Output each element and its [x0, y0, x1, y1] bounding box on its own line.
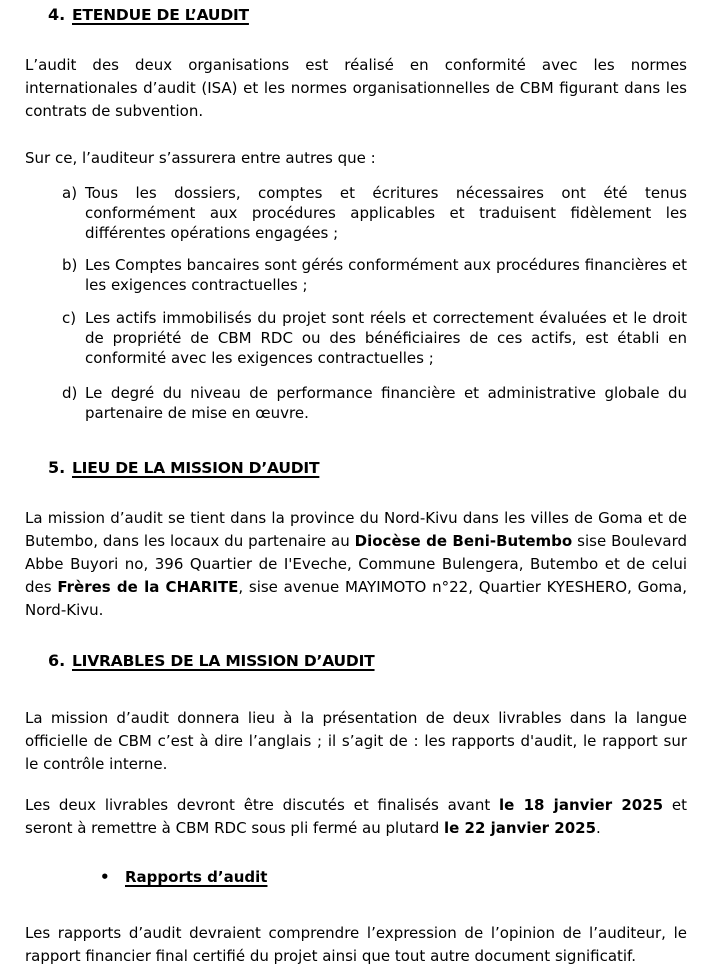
list-text-b: Les Comptes bancaires sont gérés conformément aux procédures financières et les exigences contractuelles ; — [85, 256, 687, 294]
list-item-a — [62, 183, 687, 243]
section-4-heading — [48, 4, 687, 26]
list-marker-b: b) — [62, 256, 78, 274]
bold-text-diocese: Diocèse de Beni-Butembo — [354, 532, 573, 550]
section-5-paragraph — [25, 507, 687, 622]
list-marker-a: a) — [62, 184, 78, 202]
bullet-item-rapports-audit — [100, 866, 687, 889]
section-5-heading — [48, 457, 687, 479]
section-4-paragraph-1: L’audit des deux organisations est réalisé en conformité avec les normes internationales d’audit (ISA) et les normes organisationnelles de CBM figurant dans les contrats de subvention. — [25, 56, 687, 120]
list-item-b — [62, 255, 687, 295]
section-6-paragraph-3: Les rapports d’audit devraient comprendre l’expression de l’opinion de l’auditeur, le rapport financier final certifié du projet ainsi que tout autre document significatif. — [25, 924, 687, 965]
list-item-c — [62, 308, 687, 368]
text-segment: et seront à remettre à CBM RDC sous pli fermé au plutard — [25, 796, 687, 837]
section-4-title: ETENDUE DE L’AUDIT — [72, 6, 249, 24]
section-5-number: 5. — [48, 458, 66, 477]
section-5-title: LIEU DE LA MISSION D’AUDIT — [72, 459, 320, 477]
section-4-number: 4. — [48, 5, 66, 24]
text-segment: . — [596, 819, 601, 837]
section-4-paragraph-2: Sur ce, l’auditeur s’assurera entre autres que : — [25, 149, 376, 167]
text-segment: , sise avenue MAYIMOTO n°22, Quartier KYESHERO, Goma, Nord-Kivu. — [25, 578, 687, 619]
section-6-paragraph-2 — [25, 794, 687, 840]
bold-text-date-18: le 18 janvier 2025 — [499, 796, 664, 814]
text-segment: La mission d’audit se tient dans la province du Nord-Kivu dans les villes de Goma et de Butembo, dans les locaux du partenaire au — [25, 509, 687, 550]
section-6-number: 6. — [48, 651, 66, 670]
section-6-paragraph-1: La mission d’audit donnera lieu à la présentation de deux livrables dans la langue officielle de CBM c’est à dire l’anglais ; il s’agit de : les rapports d'audit, le rapport sur le contrôle interne. — [25, 709, 687, 773]
section-6-heading — [48, 650, 687, 672]
bullet-icon: • — [100, 868, 110, 886]
list-text-c: Les actifs immobilisés du projet sont réels et correctement évaluées et le droit de propriété de CBM RDC ou des bénéficiaires de ces actifs, est établi en conformité avec les exigences contractuelles ; — [85, 309, 687, 367]
list-marker-d: d) — [62, 384, 78, 402]
list-text-d: Le degré du niveau de performance financière et administrative globale du partenaire de mise en œuvre. — [85, 384, 687, 422]
list-item-d — [62, 383, 687, 423]
text-segment: Les deux livrables devront être discutés et finalisés avant — [25, 796, 500, 814]
bullet-label: Rapports d’audit — [125, 868, 268, 886]
section-6-title: LIVRABLES DE LA MISSION D’AUDIT — [72, 652, 375, 670]
bold-text-freres: Frères de la CHARITE — [57, 578, 239, 596]
list-text-a: Tous les dossiers, comptes et écritures nécessaires ont été tenus conformément aux procédures applicables et traduisent fidèlement les différentes opérations engagées ; — [85, 184, 687, 242]
text-segment: sise Boulevard Abbe Buyori no, 396 Quartier de I'Eveche, Commune Bulengera, Butembo et de celui des — [25, 532, 687, 596]
bold-text-date-22: le 22 janvier 2025 — [443, 819, 597, 837]
list-marker-c: c) — [62, 309, 77, 327]
